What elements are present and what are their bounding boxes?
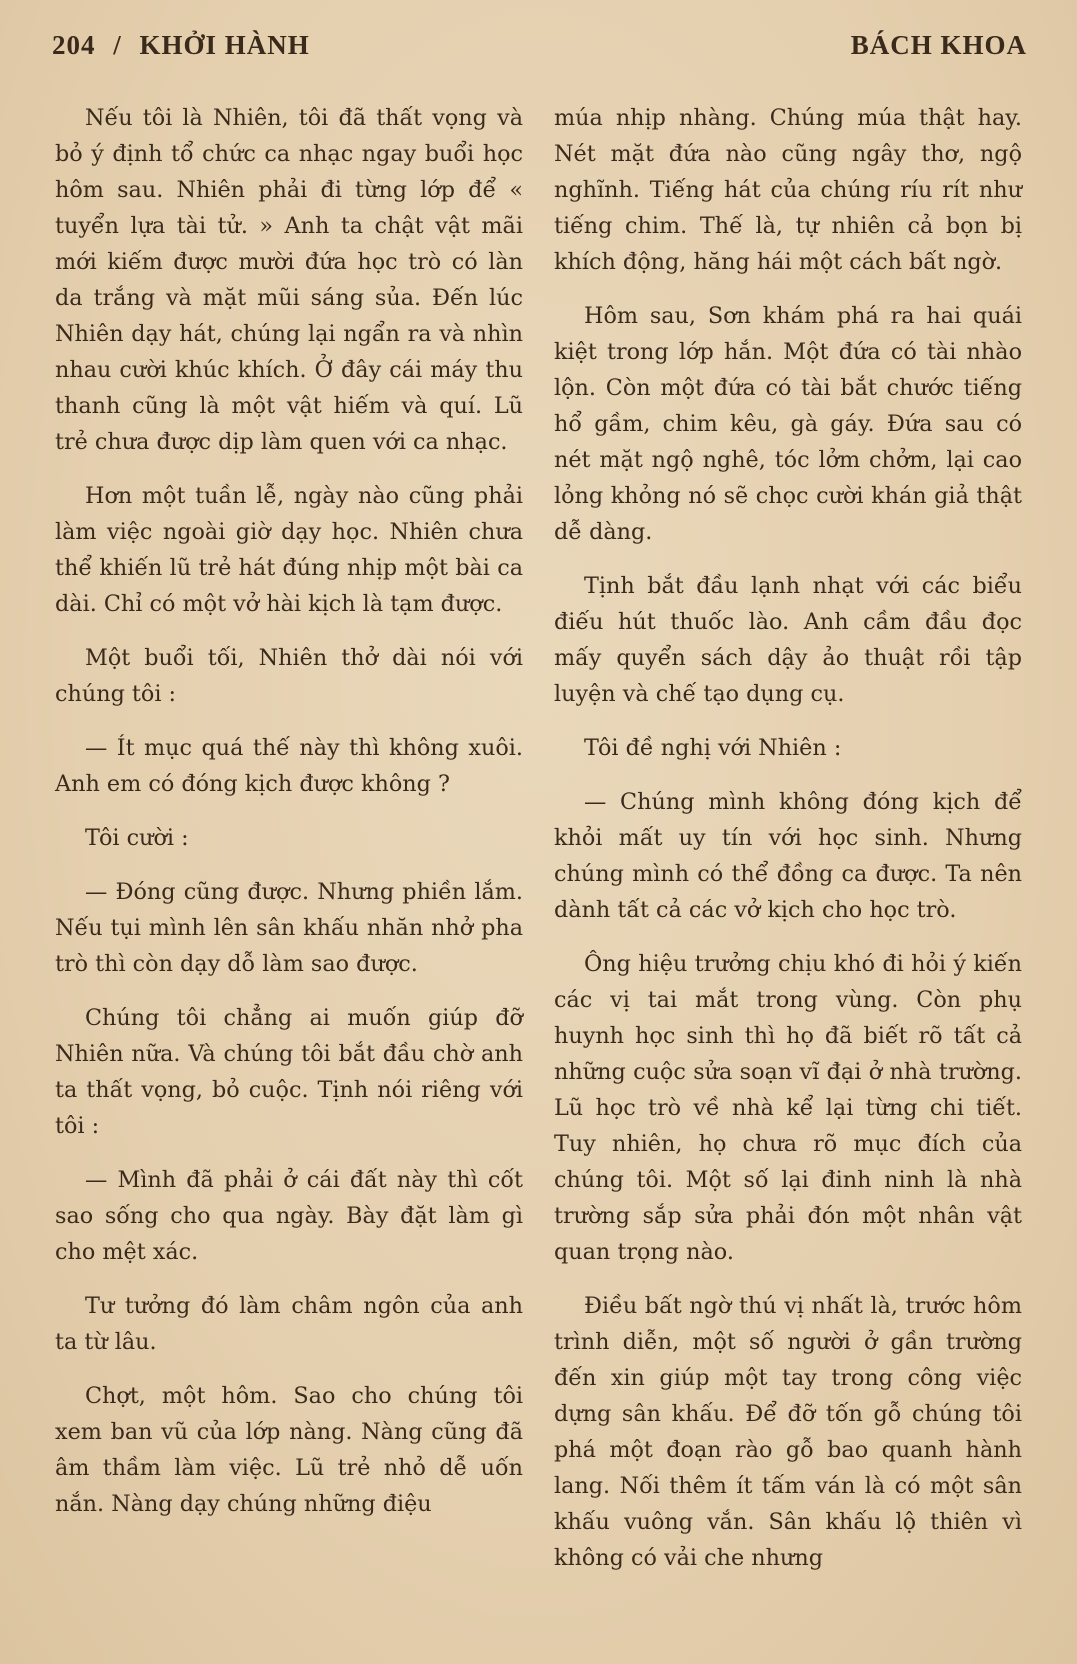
paragraph: Tư tưởng đó làm châm ngôn của anh ta từ lâu.: [55, 1293, 523, 1355]
paragraph: Một buổi tối, Nhiên thở dài nói với chúng tôi :: [55, 645, 523, 707]
section-title: KHỞI HÀNH: [139, 30, 310, 60]
publication-name: BÁCH KHOA: [850, 30, 1027, 60]
paragraph: Hơn một tuần lễ, ngày nào cũng phải làm việc ngoài giờ dạy học. Nhiên chưa thể khiến lũ trẻ hát đúng nhịp một bài ca dài. Chỉ có một vở hài kịch là tạm được.: [55, 483, 523, 617]
left-column: [55, 100, 523, 1540]
paragraph: Chợt, một hôm. Sao cho chúng tôi xem ban vũ của lớp nàng. Nàng cũng đã âm thầm làm việc. Lũ trẻ nhỏ dễ uốn nắn. Nàng dạy chúng những điệu: [55, 1383, 523, 1517]
right-column: [554, 100, 1022, 1594]
header-left: [52, 30, 310, 61]
dialog-line: — Chúng mình không đóng kịch để khỏi mất uy tín với học sinh. Nhưng chúng mình có thể đồng ca được. Ta nên dành tất cả các vở kịch cho học trò.: [554, 789, 1022, 923]
page-header: [52, 30, 1027, 70]
paragraph: Nếu tôi là Nhiên, tôi đã thất vọng và bỏ ý định tổ chức ca nhạc ngay buổi học hôm sau. Nhiên phải đi từng lớp để « tuyển lựa tài tử. » Anh ta chật vật mãi mới kiếm được mười đứa học trò có làn da trắng và mặt mũi sáng sủa. Đến lúc Nhiên dạy hát, chúng lại ngẩn ra và nhìn nhau cười khúc khích. Ở đây cái máy thu thanh cũng là một vật hiếm và quí. Lũ trẻ chưa được dịp làm quen với ca nhạc.: [55, 105, 523, 455]
paragraph: Tôi đề nghị với Nhiên :: [584, 735, 842, 761]
dialog-line: — Mình đã phải ở cái đất này thì cốt sao sống cho qua ngày. Bày đặt làm gì cho mệt xác.: [55, 1167, 523, 1265]
paragraph: Điều bất ngờ thú vị nhất là, trước hôm trình diễn, một số người ở gần trường đến xin giúp một tay trong công việc dựng sân khấu. Để đỡ tốn gỗ chúng tôi phá một đoạn rào gỗ bao quanh hành lang. Nối thêm ít tấm ván là có một sân khấu vuông vắn. Sân khấu lộ thiên vì không có vải che nhưng: [554, 1293, 1022, 1571]
paragraph: múa nhịp nhàng. Chúng múa thật hay. Nét mặt đứa nào cũng ngây thơ, ngộ nghĩnh. Tiếng hát của chúng ríu rít như tiếng chim. Thế là, tự nhiên cả bọn bị khích động, hăng hái một cách bất ngờ.: [554, 105, 1022, 275]
header-separator: /: [113, 30, 122, 60]
paragraph: Tôi cười :: [85, 825, 189, 851]
paragraph: Chúng tôi chẳng ai muốn giúp đỡ Nhiên nữa. Và chúng tôi bắt đầu chờ anh ta thất vọng, bỏ cuộc. Tịnh nói riêng với tôi :: [55, 1005, 523, 1139]
dialog-line: — Ít mục quá thế này thì không xuôi. Anh em có đóng kịch được không ?: [55, 735, 523, 797]
dialog-line: — Đóng cũng được. Nhưng phiền lắm. Nếu tụi mình lên sân khấu nhăn nhở pha trò thì còn dạy dỗ làm sao được.: [55, 879, 523, 977]
paragraph: Ông hiệu trưởng chịu khó đi hỏi ý kiến các vị tai mắt trong vùng. Còn phụ huynh học sinh thì họ đã biết rõ tất cả những cuộc sửa soạn vĩ đại ở nhà trường. Lũ học trò về nhà kể lại từng chi tiết. Tuy nhiên, họ chưa rõ mục đích của chúng tôi. Một số lại đinh ninh là nhà trường sắp sửa phải đón một nhân vật quan trọng nào.: [554, 951, 1022, 1265]
paragraph: Tịnh bắt đầu lạnh nhạt với các biểu điếu hút thuốc lào. Anh cầm đầu đọc mấy quyển sách dậy ảo thuật rồi tập luyện và chế tạo dụng cụ.: [554, 573, 1022, 707]
paragraph: Hôm sau, Sơn khám phá ra hai quái kiệt trong lớp hắn. Một đứa có tài nhào lộn. Còn một đứa có tài bắt chước tiếng hổ gầm, chim kêu, gà gáy. Đứa sau có nét mặt ngộ nghê, tóc lởm chởm, lại cao lỏng khỏng nó sẽ chọc cười khán giả thật dễ dàng.: [554, 303, 1022, 545]
page-number: 204: [52, 30, 96, 60]
